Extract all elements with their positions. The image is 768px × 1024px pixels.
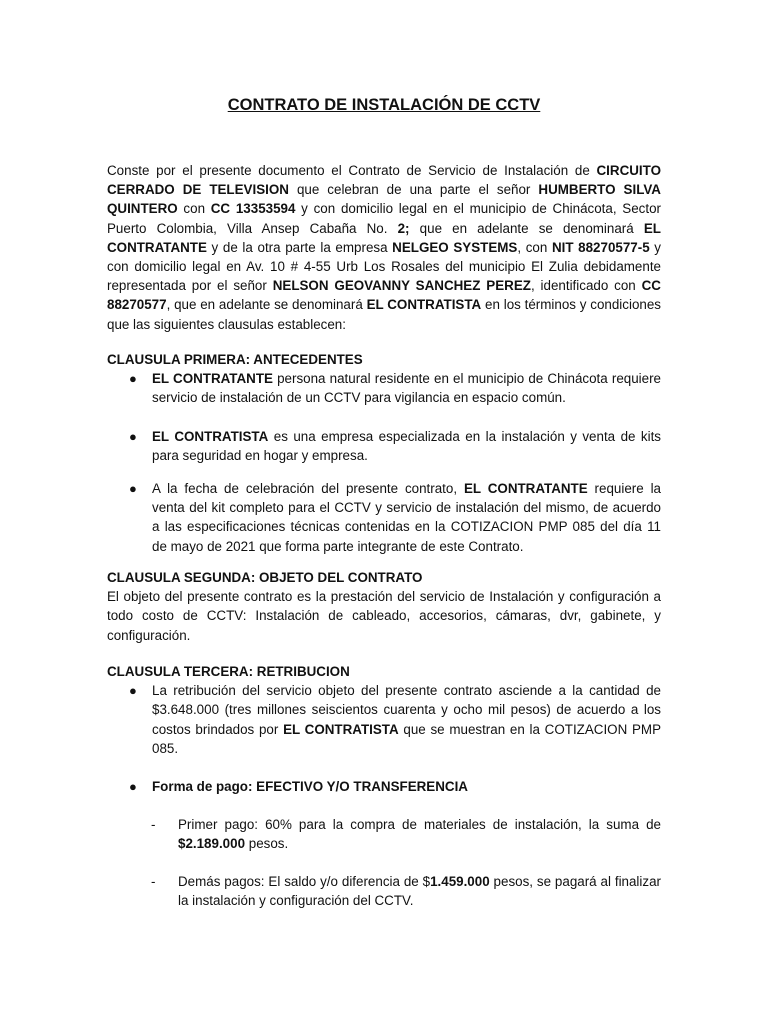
clause-tercera xyxy=(107,662,661,758)
clause-primera-item3 xyxy=(107,479,661,556)
intro-bold: EL CONTRATISTA xyxy=(366,297,482,313)
list-item xyxy=(107,777,661,796)
payment-rest xyxy=(107,872,661,910)
list-item xyxy=(107,681,661,758)
item-bold: EL CONTRATISTA xyxy=(152,429,269,444)
intro-paragraph xyxy=(107,161,661,334)
item-bold: Forma de pago xyxy=(152,779,248,794)
list-item xyxy=(107,872,661,910)
intro-bold: NELSON GEOVANNY SANCHEZ PEREZ xyxy=(272,278,531,294)
list-item xyxy=(107,369,661,407)
list-item xyxy=(107,479,661,556)
intro-bold: CC 13353594 xyxy=(210,201,296,217)
item-text: pesos. xyxy=(245,836,289,852)
intro-bold: CC 88270577 xyxy=(107,278,661,313)
clause-primera xyxy=(107,350,661,408)
item-text: persona natural residente en el municipio de Chinácota requiere servicio de instalación de un CCTV para vigilancia en espacio común. xyxy=(152,371,661,406)
intro-text: Conste por el presente documento el Contrato de Servicio de Instalación de xyxy=(107,163,597,178)
list-item xyxy=(107,427,661,465)
dash-icon: - xyxy=(151,874,156,889)
item-text: Primer pago: 60% para la compra de materiales de instalación, la suma de xyxy=(178,817,661,832)
intro-bold: NIT 88270577-5 xyxy=(551,239,650,255)
item-text: requiere la venta del kit completo para el CCTV y servicio de instalación del mismo, de acuerdo a las especificaciones técnicas contenidas en la COTIZACION PMP 085 del día 11 de mayo de 2021 que forma parte integrante de este Contrato. xyxy=(152,481,661,554)
clause-heading: CLAUSULA PRIMERA: ANTECEDENTES xyxy=(107,352,363,367)
bullet-icon: ● xyxy=(129,429,137,444)
intro-text: , identificado con xyxy=(530,278,642,294)
bullet-icon: ● xyxy=(129,779,137,794)
item-text: Demás pagos: El saldo y/o diferencia de $ xyxy=(178,874,431,889)
intro-text: que celebran de una parte el señor xyxy=(288,182,539,198)
intro-text: que en adelante se denominará xyxy=(409,220,644,236)
intro-text: , que en adelante se denominará xyxy=(166,297,367,313)
clause-list xyxy=(107,681,661,758)
clause-heading: CLAUSULA TERCERA: RETRIBUCION xyxy=(107,664,350,679)
item-text: es una empresa especializada en la instalación y venta de kits para seguridad en hogar y empresa. xyxy=(152,429,662,464)
intro-bold: HUMBERTO SILVA QUINTERO xyxy=(107,182,661,217)
clause-segunda xyxy=(107,568,661,645)
clause-heading: CLAUSULA SEGUNDA: OBJETO DEL CONTRATO xyxy=(107,570,423,585)
clause-text: El objeto del presente contrato es la prestación del servicio de Instalación y configuración a todo costo de CCTV: Instalación de cableado, accesorios, cámaras, dvr, gabinete, y configuración. xyxy=(107,589,661,643)
payment-form xyxy=(107,777,661,796)
document-title: CONTRATO DE INSTALACIÓN DE CCTV xyxy=(227,96,541,114)
bullet-icon: ● xyxy=(129,683,137,699)
intro-text: con xyxy=(177,201,211,217)
intro-bold: EL CONTRATANTE xyxy=(107,220,661,255)
intro-bold: CIRCUITO CERRADO DE TELEVISION xyxy=(107,163,661,198)
dash-icon: - xyxy=(151,817,156,832)
item-bold: EL CONTRATANTE xyxy=(152,371,273,387)
intro-bold: 2; xyxy=(397,220,410,236)
item-bold: EL CONTRATISTA xyxy=(283,721,399,737)
item-text: La retribución del servicio objeto del presente contrato asciende a la cantidad de $3.648.000 (tres millones seiscientos cuarenta y ocho mil pesos) de acuerdo a los costos brindados por xyxy=(152,683,661,737)
item-bold: 1.459.000 xyxy=(430,874,490,889)
clause-primera-item2 xyxy=(107,427,661,465)
intro-bold: NELGEO SYSTEMS xyxy=(392,239,518,255)
item-bold: : EFECTIVO Y/O TRANSFERENCIA xyxy=(247,779,468,794)
intro-text: , con xyxy=(517,239,552,255)
intro-text: y con domicilio legal en el municipio de Chinácota, Sector Puerto Colombia, Villa Ansep Cabaña No. xyxy=(107,201,662,236)
item-text: A la fecha de celebración del presente contrato, xyxy=(152,481,464,496)
item-bold: EL CONTRATANTE xyxy=(463,481,588,496)
item-bold: $2.189.000 xyxy=(178,836,246,852)
intro-text: en los términos y condiciones que las siguientes clausulas establecen: xyxy=(107,297,661,332)
payment-first xyxy=(107,815,661,853)
list-item xyxy=(107,815,661,853)
intro-text: y con domicilio legal en Av. 10 # 4-55 Urb Los Rosales del municipio El Zulia debidamente representada por el señor xyxy=(107,239,661,294)
bullet-icon: ● xyxy=(129,371,137,387)
bullet-icon: ● xyxy=(129,481,137,496)
intro-text: y de la otra parte la empresa xyxy=(206,239,393,255)
clause-list xyxy=(107,369,661,407)
item-text: pesos, se pagará al finalizar la instalación y configuración del CCTV. xyxy=(178,874,661,909)
item-text: que se muestran en la COTIZACION PMP 085. xyxy=(152,721,661,756)
